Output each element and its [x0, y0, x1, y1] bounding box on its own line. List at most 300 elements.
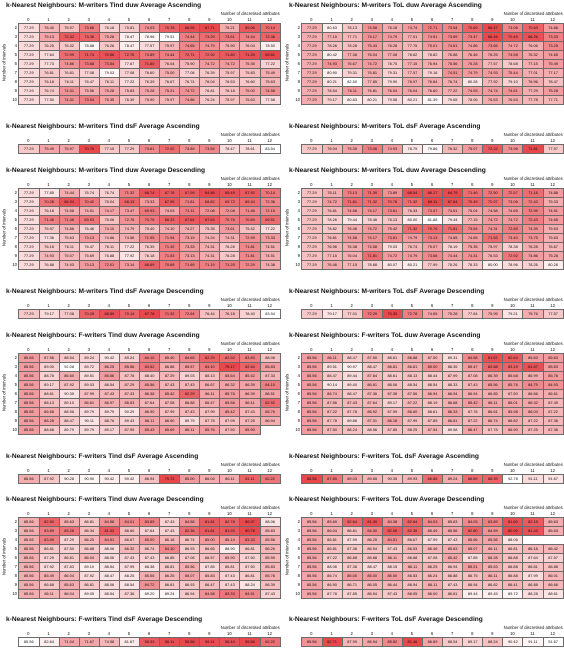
heatmap-cell: 73.25 [543, 42, 563, 51]
heatmap-cell: 79.10 [503, 78, 523, 87]
heatmap-strip [18, 637, 281, 647]
heatmap-cell: 82.08 [382, 527, 402, 536]
heatmap-cell: 77.08 [382, 51, 402, 60]
heatmap-cell: 67.64 [443, 198, 463, 207]
heatmap-cell: 74.72 [503, 42, 523, 51]
column-label: 8 [188, 468, 191, 473]
column-labels [18, 468, 280, 473]
heatmap-cell: 77.29 [302, 261, 323, 270]
heatmap-cell: 72.29 [240, 261, 260, 270]
heatmap-cell: 66.94 [59, 198, 79, 207]
heatmap-cell: 67.64 [180, 216, 200, 225]
heatmap-cell: 86.81 [79, 518, 99, 527]
x-axis-title: Number of discretised attributes [220, 176, 280, 181]
heatmap-cell: 77.15 [322, 33, 342, 42]
panel-title: k-Nearest Neighbours: F-writers Tind dsF Average Ascending [6, 453, 199, 460]
heatmap-cell: 77.29 [302, 310, 323, 319]
heatmap-cell: 69.72 [220, 198, 240, 207]
heatmap-cell: 83.19 [503, 363, 523, 372]
heatmap-cell: 74.79 [402, 252, 422, 261]
table-row [19, 96, 281, 105]
heatmap-cell: 86.04 [200, 475, 220, 484]
heatmap-cell: 79.72 [160, 475, 180, 484]
heatmap-cell: 68.89 [99, 310, 119, 319]
heatmap-cell: 75.49 [39, 145, 59, 154]
column-label: 9 [208, 182, 211, 187]
heatmap-cell: 85.83 [200, 572, 220, 581]
heatmap-cell: 78.26 [523, 261, 543, 270]
heatmap-cell: 86.18 [523, 545, 543, 554]
heatmap-cell: 87.22 [543, 408, 563, 417]
column-label: 0 [27, 511, 30, 516]
heatmap-cell: 74.93 [382, 145, 402, 154]
heatmap-cell: 73.54 [200, 145, 220, 154]
heatmap-cell: 85.56 [302, 475, 323, 484]
heatmap-cell: 85.56 [19, 399, 40, 408]
heatmap-cell: 85.56 [443, 527, 463, 536]
heatmap-cell: 78.96 [503, 261, 523, 270]
heatmap-cell: 76.46 [322, 261, 342, 270]
heatmap-cell: 87.99 [443, 372, 463, 381]
heatmap-cell: 88.47 [362, 563, 382, 572]
heatmap-cell: 89.79 [79, 426, 99, 435]
heatmap-cell: 85.00 [200, 536, 220, 545]
heatmap-cell: 92.08 [59, 363, 79, 372]
heatmap-cell: 85.42 [160, 390, 180, 399]
column-label: 10 [510, 303, 515, 308]
row-label: 9 [14, 418, 17, 423]
heatmap-cell: 83.28 [59, 527, 79, 536]
column-label: 10 [227, 17, 232, 22]
row-label: 3 [14, 199, 17, 204]
heatmap-cell: 68.89 [139, 261, 159, 270]
heatmap-cell: 87.85 [422, 417, 442, 426]
heatmap-cell: 89.65 [362, 475, 382, 484]
heatmap-cell: 76.47 [79, 78, 99, 87]
column-label: 7 [450, 347, 454, 352]
heatmap-cell: 85.00 [139, 536, 159, 545]
row-label: 6 [297, 61, 300, 66]
heatmap-cell: 84.72 [139, 581, 159, 590]
column-label: 2 [67, 17, 70, 22]
heatmap-cell: 82.15 [523, 518, 543, 527]
heatmap-cell: 74.79 [200, 42, 220, 51]
table-row [19, 261, 281, 270]
heatmap-cell: 86.94 [443, 563, 463, 572]
table-row [19, 78, 281, 87]
heatmap-cell: 80.00 [483, 261, 503, 270]
table-row [302, 252, 564, 261]
heatmap-cell: 72.15 [260, 207, 280, 216]
column-label: 11 [530, 303, 535, 308]
table-row [19, 33, 281, 42]
row-label: 8 [14, 244, 17, 249]
column-label: 0 [310, 17, 313, 22]
heatmap-cell: 86.11 [382, 554, 402, 563]
column-label: 6 [430, 138, 434, 143]
panel-title: k-Nearest Neighbours: F-writers ToL duw Average Descending [289, 496, 485, 503]
heatmap-cell: 86.44 [382, 581, 402, 590]
column-label: 3 [87, 631, 90, 636]
column-label: 9 [491, 511, 494, 516]
column-label: 4 [107, 303, 111, 308]
heatmap-cell: 71.32 [160, 243, 180, 252]
heatmap-cell: 77.29 [19, 87, 40, 96]
heatmap-cell: 85.56 [220, 399, 240, 408]
column-label: 7 [167, 631, 171, 636]
heatmap-cell: 70.69 [463, 24, 483, 33]
heatmap-cell: 85.56 [302, 417, 323, 426]
heatmap-cell: 85.56 [19, 354, 40, 363]
heatmap-cell: 68.54 [402, 189, 422, 198]
heatmap-cell: 71.69 [180, 261, 200, 270]
heatmap-cell: 90.11 [79, 417, 99, 426]
heatmap-cell: 77.64 [463, 310, 483, 319]
column-label: 6 [430, 182, 434, 187]
heatmap-cell: 87.43 [139, 554, 159, 563]
heatmap-cell: 70.14 [260, 189, 280, 198]
heatmap-cell: 71.53 [483, 234, 503, 243]
heatmap-cell: 76.06 [523, 42, 543, 51]
heatmap-cell: 71.94 [160, 234, 180, 243]
column-label: 7 [450, 511, 454, 516]
column-label: 8 [471, 631, 474, 636]
heatmap-cell: 73.96 [503, 145, 523, 154]
column-label: 2 [350, 511, 353, 516]
column-label: 0 [310, 182, 313, 187]
column-label: 11 [247, 138, 252, 143]
heatmap-cell: 86.81 [443, 417, 463, 426]
heatmap-cell: 84.51 [99, 536, 119, 545]
panel-title: k-Nearest Neighbours: M-writers ToL duw Average Descending [289, 167, 486, 174]
heatmap-cell: 84.01 [119, 518, 139, 527]
table-row [302, 216, 564, 225]
heatmap-cell: 82.71 [322, 638, 342, 647]
column-label: 9 [491, 138, 494, 143]
row-label: 4 [14, 43, 17, 48]
heatmap-cell: 80.00 [402, 216, 422, 225]
heatmap-cell: 86.74 [483, 417, 503, 426]
column-labels [301, 17, 563, 22]
heatmap-strip [18, 474, 281, 484]
heatmap-cell: 77.57 [139, 42, 159, 51]
heatmap-cell: 86.57 [200, 554, 220, 563]
column-label: 9 [208, 138, 211, 143]
heatmap-cell: 85.56 [19, 590, 40, 599]
heatmap-cell: 87.22 [322, 408, 342, 417]
heatmap-cell: 81.39 [422, 96, 442, 105]
heatmap-cell: 73.89 [180, 145, 200, 154]
heatmap-cell: 82.29 [200, 354, 220, 363]
heatmap-cell: 80.21 [322, 78, 342, 87]
heatmap-cell: 86.88 [523, 581, 543, 590]
heatmap-cell: 86.81 [160, 563, 180, 572]
heatmap-cell: 77.85 [362, 78, 382, 87]
heatmap-cell: 87.50 [422, 354, 442, 363]
heatmap-cell: 86.81 [39, 545, 59, 554]
heatmap-cell: 87.92 [39, 475, 59, 484]
heatmap-cell: 85.56 [19, 408, 40, 417]
heatmap-cell: 88.24 [240, 581, 260, 590]
heatmap-cell: 85.76 [543, 372, 563, 381]
heatmap-cell: 72.92 [503, 252, 523, 261]
heatmap-cell: 86.81 [240, 572, 260, 581]
column-label: 4 [390, 631, 394, 636]
heatmap-cell: 87.36 [362, 390, 382, 399]
column-label: 0 [27, 182, 30, 187]
heatmap-cell: 87.08 [160, 399, 180, 408]
heatmap-cell: 73.47 [422, 207, 442, 216]
row-label: 2 [297, 355, 300, 360]
table-row [302, 554, 564, 563]
heatmap-cell: 75.44 [503, 69, 523, 78]
heatmap-cell: 77.29 [302, 42, 323, 51]
column-label: 12 [267, 138, 272, 143]
row-label: 7 [297, 400, 300, 405]
table-row [302, 33, 564, 42]
heatmap-cell: 87.29 [59, 536, 79, 545]
heatmap-cell: 76.74 [79, 189, 99, 198]
heatmap-cell: 88.19 [422, 399, 442, 408]
heatmap-cell: 74.79 [382, 33, 402, 42]
column-label: 2 [67, 347, 70, 352]
heatmap-cell: 85.56 [19, 417, 40, 426]
row-label: 7 [14, 235, 17, 240]
heatmap-cell: 56.44 [220, 638, 240, 647]
column-label: 0 [310, 347, 313, 352]
heatmap-cell: 77.15 [322, 252, 342, 261]
heatmap-cell: 68.82 [200, 198, 220, 207]
column-label: 10 [510, 138, 515, 143]
heatmap-cell: 77.92 [483, 78, 503, 87]
heatmap-cell: 76.81 [39, 69, 59, 78]
column-label: 6 [430, 511, 434, 516]
heatmap-cell: 89.20 [139, 590, 159, 599]
heatmap-cell: 75.35 [342, 145, 362, 154]
heatmap-cell: 74.58 [362, 24, 382, 33]
heatmap-cell: 79.18 [422, 69, 442, 78]
heatmap-cell: 86.82 [503, 417, 523, 426]
heatmap-cell: 84.93 [543, 381, 563, 390]
heatmap-cell: 71.11 [180, 207, 200, 216]
column-label: 12 [267, 303, 272, 308]
column-label: 3 [87, 347, 90, 352]
heatmap-cell: 74.79 [463, 69, 483, 78]
heatmap-cell: 86.81 [160, 581, 180, 590]
heatmap-cell: 74.17 [362, 234, 382, 243]
column-label: 8 [471, 468, 474, 473]
heatmap-cell: 77.29 [19, 243, 40, 252]
heatmap-cell: 84.58 [99, 518, 119, 527]
row-label: 5 [14, 382, 17, 387]
heatmap-cell: 86.88 [443, 572, 463, 581]
heatmap-cell: 87.25 [523, 426, 543, 435]
heatmap-cell: 87.43 [342, 399, 362, 408]
heatmap-cell: 86.81 [362, 381, 382, 390]
heatmap-cell: 85.56 [19, 426, 40, 435]
heatmap-cell: 76.28 [523, 243, 543, 252]
heatmap-cell: 73.61 [382, 234, 402, 243]
heatmap-cell: 85.56 [302, 426, 323, 435]
heatmap-cell: 89.86 [342, 417, 362, 426]
column-label: 4 [390, 138, 394, 143]
heatmap-cell: 85.56 [99, 372, 119, 381]
heatmap-cell: 78.28 [342, 42, 362, 51]
heatmap-cell: 89.05 [79, 590, 99, 599]
row-label: 5 [297, 546, 300, 551]
heatmap-cell: 74.17 [99, 207, 119, 216]
heatmap-cell: 75.28 [99, 87, 119, 96]
heatmap-cell: 78.26 [322, 216, 342, 225]
x-axis-title: Number of discretised attributes [220, 341, 280, 346]
heatmap-cell: 81.67 [483, 354, 503, 363]
row-label: 10 [295, 427, 300, 432]
column-label: 12 [267, 511, 272, 516]
column-label: 4 [390, 182, 394, 187]
table-row [19, 69, 281, 78]
heatmap-cell: 77.29 [523, 87, 543, 96]
column-label: 4 [107, 347, 111, 352]
heatmap-cell: 90.28 [59, 475, 79, 484]
heatmap-cell: 77.29 [302, 96, 323, 105]
heatmap-cell: 75.90 [220, 42, 240, 51]
column-label: 10 [227, 468, 232, 473]
heatmap-cell: 86.60 [160, 417, 180, 426]
heatmap-cell: 88.56 [362, 426, 382, 435]
column-label: 5 [410, 347, 414, 352]
heatmap-cell: 76.33 [402, 207, 422, 216]
column-label: 2 [350, 182, 353, 187]
x-axis-title: Number of discretised attributes [503, 625, 563, 630]
heatmap-cell: 73.61 [220, 225, 240, 234]
column-label: 4 [107, 138, 111, 143]
row-label: 6 [14, 391, 17, 396]
heatmap-cell: 87.22 [402, 399, 422, 408]
heatmap-cell: 89.51 [79, 372, 99, 381]
heatmap-cell: 76.44 [200, 310, 220, 319]
heatmap-cell: 90.42 [99, 354, 119, 363]
heatmap-cell: 72.92 [160, 145, 180, 154]
heatmap-cell: 86.01 [503, 399, 523, 408]
column-label: 12 [267, 182, 272, 187]
row-label: 5 [297, 382, 300, 387]
heatmap-cell: 85.56 [180, 563, 200, 572]
column-label: 7 [167, 468, 171, 473]
x-axis-title: Number of discretised attributes [503, 505, 563, 510]
heatmap-cell: 89.43 [119, 417, 139, 426]
column-label: 6 [147, 511, 151, 516]
heatmap-cell: 88.61 [39, 390, 59, 399]
heatmap-cell: 85.56 [19, 381, 40, 390]
heatmap-cell: 74.86 [180, 96, 200, 105]
heatmap-cell: 74.03 [139, 24, 159, 33]
heatmap-cell: 74.72 [382, 252, 402, 261]
heatmap-cell: 86.63 [119, 399, 139, 408]
heatmap-cell: 76.67 [543, 243, 563, 252]
table-row [302, 225, 564, 234]
heatmap-cell: 71.81 [240, 243, 260, 252]
heatmap-cell: 71.32 [119, 189, 139, 198]
heatmap-cell: 85.56 [19, 518, 40, 527]
heatmap-cell: 68.96 [180, 24, 200, 33]
heatmap-cell: 89.24 [119, 354, 139, 363]
heatmap-cell: 88.06 [322, 563, 342, 572]
heatmap-cell: 70.14 [119, 310, 139, 319]
heatmap-cell: 81.60 [503, 518, 523, 527]
heatmap-cell: 85.76 [200, 426, 220, 435]
column-labels [18, 303, 280, 308]
heatmap-cell: 88.06 [99, 545, 119, 554]
column-labels [301, 631, 563, 636]
heatmap-cell: 83.89 [39, 527, 59, 536]
heatmap-cell: 86.39 [260, 581, 280, 590]
heatmap-cell: 70.69 [160, 261, 180, 270]
heatmap-cell: 76.04 [240, 42, 260, 51]
heatmap-cell: 74.86 [59, 60, 79, 69]
heatmap-cell: 75.04 [463, 207, 483, 216]
heatmap-cell: 86.68 [443, 399, 463, 408]
heatmap-cell: 85.00 [382, 572, 402, 581]
table-row [302, 198, 564, 207]
heatmap-cell: 66.47 [483, 24, 503, 33]
heatmap-cell: 83.33 [220, 590, 240, 599]
heatmap-cell: 86.82 [483, 581, 503, 590]
heatmap-cell: 78.75 [402, 145, 422, 154]
column-label: 6 [147, 468, 151, 473]
heatmap-cell: 85.56 [302, 518, 323, 527]
heatmap-cell: 74.38 [260, 261, 280, 270]
heatmap-cell: 76.11 [59, 243, 79, 252]
table-row [19, 310, 281, 319]
column-label: 6 [430, 468, 434, 473]
heatmap-cell: 85.00 [180, 475, 200, 484]
heatmap-cell: 85.56 [19, 638, 40, 647]
row-label: 6 [14, 226, 17, 231]
heatmap-cell: 80.21 [402, 96, 422, 105]
column-label: 1 [47, 17, 50, 22]
heatmap-cell: 86.18 [382, 417, 402, 426]
heatmap-cell: 85.42 [443, 554, 463, 563]
heatmap-cell: 76.11 [99, 243, 119, 252]
x-axis-title: Number of discretised attributes [220, 11, 280, 16]
heatmap-cell: 89.79 [180, 417, 200, 426]
row-label: 8 [297, 573, 300, 578]
heatmap-cell: 74.51 [260, 252, 280, 261]
column-label: 1 [330, 511, 333, 516]
heatmap-cell: 85.63 [443, 545, 463, 554]
heatmap-cell: 77.29 [19, 207, 40, 216]
heatmap-cell: 79.31 [342, 69, 362, 78]
column-label: 0 [310, 511, 313, 516]
heatmap-cell: 75.97 [160, 42, 180, 51]
heatmap-cell: 82.78 [220, 518, 240, 527]
heatmap-cell: 84.51 [382, 536, 402, 545]
x-axis-title: Number of discretised attributes [503, 297, 563, 302]
table-row [302, 590, 564, 599]
heatmap-cell: 90.42 [503, 638, 523, 647]
heatmap-cell: 86.90 [322, 581, 342, 590]
heatmap-cell: 82.64 [342, 518, 362, 527]
column-label: 5 [127, 17, 131, 22]
heatmap-cell: 88.54 [99, 381, 119, 390]
heatmap-cell: 78.61 [240, 145, 260, 154]
heatmap-grid [18, 517, 281, 599]
heatmap-cell: 76.74 [39, 87, 59, 96]
row-label: 3 [297, 199, 300, 204]
heatmap-cell: 85.56 [260, 536, 280, 545]
heatmap-cell: 77.29 [19, 225, 40, 234]
heatmap-cell: 68.26 [523, 33, 543, 42]
